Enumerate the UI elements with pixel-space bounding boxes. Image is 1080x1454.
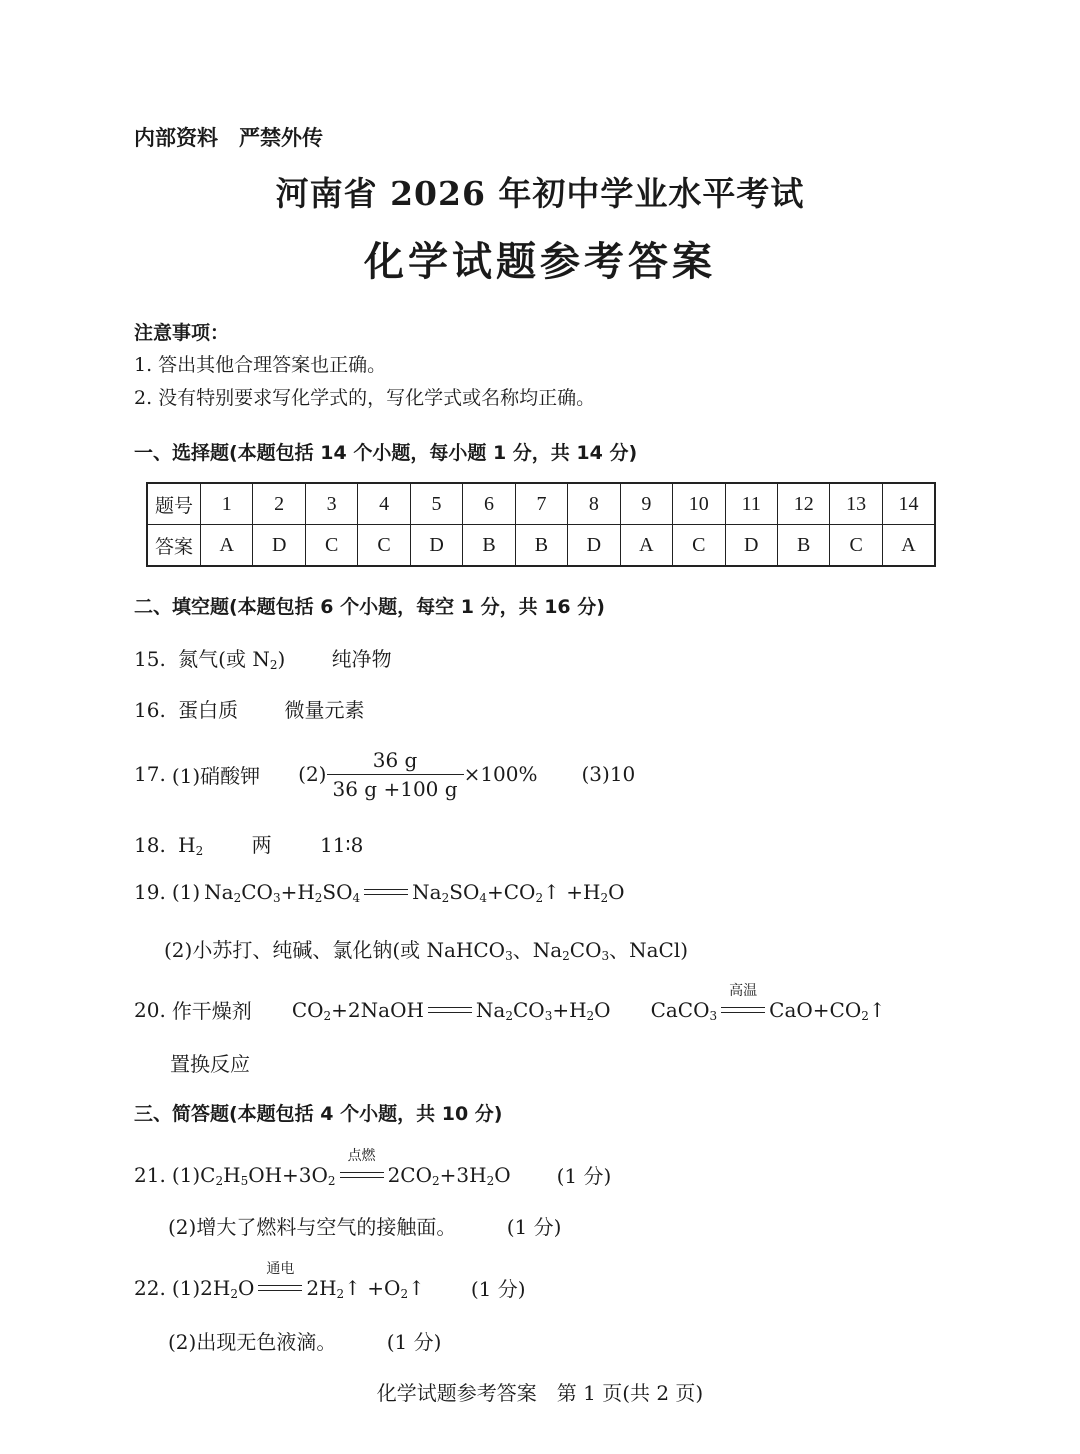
q20-equation-2-rhs: $CaO+CO_2↑$	[769, 997, 886, 1023]
answer-cell: B	[777, 525, 829, 567]
q20-answer-1: 作干燥剂	[171, 999, 252, 1023]
question-number-cell: 14	[882, 483, 935, 525]
q20-equation-1-rhs: $Na_2CO_3+H_2O$	[475, 997, 611, 1023]
q19-equation-lhs: $Na_2CO_3+H_2SO_4$	[204, 880, 361, 905]
q19-part-1	[134, 880, 624, 904]
answer-cell: A	[620, 525, 672, 567]
q19-part-1-label: (1)	[171, 880, 201, 904]
q22-number: 22.	[134, 1275, 166, 1300]
document-title: 化学试题参考答案	[364, 239, 716, 285]
q21-equation-rhs: $2CO_2+3H_2O$	[387, 1162, 511, 1188]
q20-number: 20.	[134, 997, 166, 1022]
q18-answer-1: $H_2$	[178, 833, 204, 858]
equals-sign-with-condition-icon: 通电	[258, 1276, 302, 1300]
q20-equation-2-lhs: CaCO$_3$	[650, 997, 718, 1023]
q19-part-2: (2)小苏打、纯碱、氯化钠(或 NaHCO$_3$、$Na_2CO_3$、NaCl)	[164, 938, 689, 963]
q18-answer	[134, 829, 363, 858]
answer-cell: D	[725, 525, 777, 567]
q17-fraction	[327, 748, 464, 801]
question-number-cell: 8	[568, 483, 620, 525]
fraction-numerator: 36 g	[327, 748, 464, 775]
q21-part-2	[168, 1211, 561, 1240]
q19-part-2-text: (2)小苏打、纯碱、氯化钠(或 NaHCO	[164, 938, 506, 962]
q17-part-1: (1)硝酸钾	[171, 763, 261, 788]
q18-number: 18.	[134, 833, 166, 857]
equals-sign-with-condition-icon: 高温	[721, 998, 765, 1022]
q22-part-2	[168, 1326, 441, 1355]
confidential-label: 内部资料 严禁外传	[134, 126, 323, 150]
q22-part-2-text: (2)出现无色液滴。	[168, 1330, 337, 1354]
section-2-heading: 二、填空题(本题包括 6 个小题，每空 1 分，共 16 分)	[134, 596, 605, 618]
answer-cell: A	[201, 525, 253, 567]
equals-sign-icon	[364, 880, 408, 904]
answer-cell: C	[830, 525, 882, 567]
q20-answer	[134, 982, 886, 1024]
q19-number: 19.	[134, 880, 166, 904]
notes-heading: 注意事项：	[134, 322, 230, 344]
answer-cell: D	[253, 525, 305, 567]
q18-answer-2: 两	[251, 833, 272, 857]
section-3-heading: 三、简答题(本题包括 4 个小题，共 10 分)	[134, 1103, 503, 1125]
q15-answer	[134, 643, 392, 672]
q21-part-1	[134, 1147, 612, 1189]
answer-cell: C	[305, 525, 357, 567]
q21-part-2-text: (2)增大了燃料与空气的接触面。	[168, 1215, 457, 1239]
q16-answer-2: 微量元素	[284, 698, 365, 722]
fraction-denominator: 36 g +100 g	[332, 776, 458, 801]
table-row-answers	[147, 525, 935, 567]
question-number-cell: 3	[305, 483, 357, 525]
q17-answer	[134, 746, 635, 802]
q15-answer-2: 纯净物	[331, 647, 392, 671]
q17-part-3: (3)10	[581, 762, 636, 786]
question-number-cell: 4	[358, 483, 410, 525]
row-label-answer: 答案	[147, 525, 201, 567]
question-number-cell: 1	[201, 483, 253, 525]
q17-number: 17.	[134, 762, 166, 786]
note-item-1: 1. 答出其他合理答案也正确。	[134, 354, 387, 376]
q21-equation-lhs: $C_2H_5OH+3O_2$	[200, 1162, 336, 1188]
answer-cell: A	[882, 525, 935, 567]
q21-part-1-score: (1 分)	[556, 1164, 612, 1188]
q22-part-1-label: (1)	[171, 1275, 201, 1300]
q16-answer	[134, 694, 365, 723]
q20-answer-4: 置换反应	[170, 1052, 250, 1076]
question-number-cell: 7	[515, 483, 567, 525]
page-footer: 化学试题参考答案 第 1 页(共 2 页)	[376, 1381, 704, 1405]
table-row-question-numbers	[147, 483, 935, 525]
q16-answer-1: 蛋白质	[178, 698, 239, 722]
exam-title: 河南省 2026 年初中学业水平考试	[275, 174, 805, 213]
question-number-cell: 10	[673, 483, 725, 525]
question-number-cell: 6	[463, 483, 515, 525]
q22-equation-lhs: $2H_2O$	[200, 1275, 255, 1301]
q19-equation-rhs: $Na_2SO_4+CO_2↑ +H_2O$	[412, 880, 625, 905]
question-number-cell: 12	[777, 483, 829, 525]
q22-part-1-score: (1 分)	[470, 1277, 526, 1301]
q20-equation-1: $CO_2+2NaOH$	[291, 997, 424, 1023]
answer-cell: B	[515, 525, 567, 567]
q15-number: 15.	[134, 647, 166, 671]
answer-cell: D	[568, 525, 620, 567]
q15-answer-1: 氮气(或 $N_2$)	[178, 647, 286, 672]
answer-cell: C	[673, 525, 725, 567]
q21-number: 21.	[134, 1162, 166, 1187]
question-number-cell: 2	[253, 483, 305, 525]
answer-cell: B	[463, 525, 515, 567]
q17-part-2-label: (2)	[298, 762, 327, 786]
q16-number: 16.	[134, 698, 166, 722]
q17-percent: ×100%	[463, 762, 538, 786]
row-label-question: 题号	[147, 483, 201, 525]
multiple-choice-answer-table	[146, 482, 936, 567]
answer-cell: D	[410, 525, 462, 567]
question-number-cell: 9	[620, 483, 672, 525]
q22-part-2-score: (1 分)	[386, 1330, 442, 1354]
answer-cell: C	[358, 525, 410, 567]
equals-sign-with-condition-icon: 点燃	[340, 1163, 384, 1187]
section-1-heading: 一、选择题(本题包括 14 个小题，每小题 1 分，共 14 分)	[134, 442, 638, 464]
q22-equation-rhs: $2H_2↑$ $+O_2↑$	[306, 1275, 425, 1301]
equals-sign-icon	[428, 998, 472, 1022]
q22-part-1	[134, 1260, 526, 1302]
question-number-cell: 5	[410, 483, 462, 525]
note-item-2: 2. 没有特别要求写化学式的，写化学式或名称均正确。	[134, 387, 596, 409]
question-number-cell: 11	[725, 483, 777, 525]
question-number-cell: 13	[830, 483, 882, 525]
q21-part-1-label: (1)	[171, 1162, 201, 1187]
q21-part-2-score: (1 分)	[506, 1215, 562, 1239]
q18-answer-3: 11∶8	[319, 833, 364, 857]
